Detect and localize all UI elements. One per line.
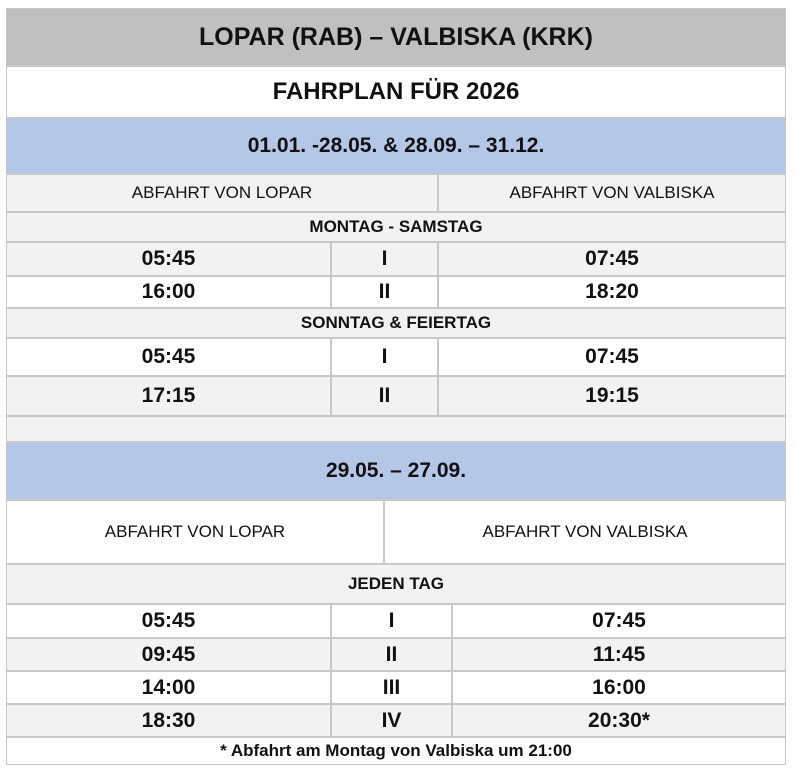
trip-number: I (331, 604, 452, 638)
lopar-time: 05:45 (6, 338, 331, 376)
lopar-time: 09:45 (6, 638, 331, 671)
lopar-time: 16:00 (6, 276, 331, 308)
subtitle-row (6, 66, 786, 118)
spacer-row (6, 416, 786, 442)
period1-header-row (6, 174, 786, 212)
lopar-time: 17:15 (6, 376, 331, 416)
period2-row (6, 442, 786, 500)
day-label-weekdays: MONTAG - SAMSTAG (6, 212, 786, 242)
table-row (6, 242, 786, 276)
weekdays-label-row (6, 212, 786, 242)
period2-header-row (6, 500, 786, 564)
lopar-time: 05:45 (6, 242, 331, 276)
title-row (6, 8, 786, 66)
period1-row (6, 118, 786, 174)
day-label-sundays: SONNTAG & FEIERTAG (6, 308, 786, 338)
route-title: LOPAR (RAB) – VALBISKA (KRK) (6, 8, 786, 66)
trip-number: I (331, 242, 438, 276)
table-row (6, 376, 786, 416)
lopar-time: 14:00 (6, 671, 331, 704)
timetable (6, 8, 786, 765)
period1-label: 01.01. -28.05. & 28.09. – 31.12. (6, 118, 786, 174)
lopar-time: 05:45 (6, 604, 331, 638)
spacer (6, 416, 786, 442)
valbiska-time: 07:45 (452, 604, 786, 638)
col-header-valbiska: ABFAHRT VON VALBISKA (384, 500, 786, 564)
day-label-daily: JEDEN TAG (6, 564, 786, 604)
table-row (6, 276, 786, 308)
trip-number: III (331, 671, 452, 704)
sundays-label-row (6, 308, 786, 338)
valbiska-time: 07:45 (438, 242, 786, 276)
col-header-valbiska: ABFAHRT VON VALBISKA (438, 174, 786, 212)
valbiska-time: 18:20 (438, 276, 786, 308)
col-header-lopar: ABFAHRT VON LOPAR (6, 174, 438, 212)
trip-number: II (331, 276, 438, 308)
trip-number: II (331, 638, 452, 671)
valbiska-time: 07:45 (438, 338, 786, 376)
valbiska-time: 16:00 (452, 671, 786, 704)
footnote-row (6, 737, 786, 765)
footnote: * Abfahrt am Montag von Valbiska um 21:00 (6, 737, 786, 765)
lopar-time: 18:30 (6, 704, 331, 737)
daily-label-row (6, 564, 786, 604)
valbiska-time: 20:30* (452, 704, 786, 737)
trip-number: II (331, 376, 438, 416)
table-row (6, 671, 786, 704)
table-row (6, 638, 786, 671)
table-row (6, 604, 786, 638)
schedule-subtitle: FAHRPLAN FÜR 2026 (6, 66, 786, 118)
col-header-lopar: ABFAHRT VON LOPAR (6, 500, 384, 564)
trip-number: IV (331, 704, 452, 737)
period2-label: 29.05. – 27.09. (6, 442, 786, 500)
trip-number: I (331, 338, 438, 376)
table-row (6, 704, 786, 737)
valbiska-time: 19:15 (438, 376, 786, 416)
table-row (6, 338, 786, 376)
valbiska-time: 11:45 (452, 638, 786, 671)
